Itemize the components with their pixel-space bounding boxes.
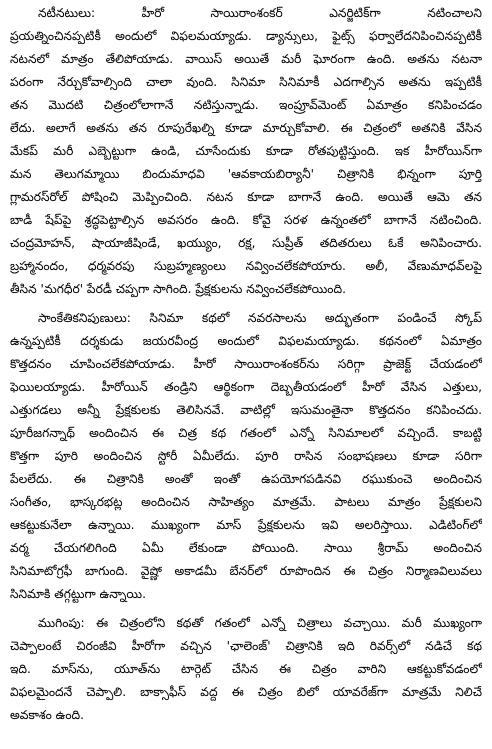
paragraph-line: విఫలమైందనే చెప్పాలి. బాక్సాఫీస్ వద్ద ఈ చిత్రం బిలో యావరేజ్‌గా మాత్రమే నిలిచే [10,685,482,699]
paragraph-line: తన మొదటి చిత్రంలోలాగానే నటిస్తున్నాడు. ఇంప్రూవ్‌మెంట్ ఏమాత్రం కనిపించడం [10,98,482,112]
paragraph-line: పరంగా నేర్చుకోవాల్సింది చాలా వుంది. సినిమా సినిమాకీ ఎదగాల్సిన అతను ఇప్పటికీ [10,75,482,89]
paragraph-line: అవకాశం ఉంది. [10,708,84,722]
paragraph-line: పేలలేదు. ఈ చిత్రానికి అంతో ఇంతో ఉపయోగపడినవి రఘుకుంచె అందించిన [10,472,482,486]
paragraph-line: ఉన్నప్పటికీ దర్శకుడు జయరవీంద్ర అందులో విఫలమయ్యాడు. కథనంలో ఏమాత్రం [10,334,482,348]
article-paragraph [10,307,482,606]
paragraph-line: నటనలో మాత్రం తేలిపోయాడు. వాయిస్ అయితే మరీ ఘోరంగా ఉంది. అతను నటనా [10,52,482,66]
paragraph-line: గ్లామరస్‌రోల్ పోషించి మెప్పించింది. నటన కూడా బాగానే ఉంది. అయితే ఆమె తన [10,190,482,204]
paragraph-line: బ్రహ్మానందం, ధర్మవరపు సుబ్రహ్మణ్యంలు నవ్వించలేకపోయారు. అలీ, వేణుమాధవ్‌లపై [10,259,482,273]
paragraph-line: కొత్తగా పూరి అందించిన స్టోరీ ఏమీలేదు. పూరి రాసిన సంభాషణలు కూడా సరిగా [10,449,482,463]
paragraph-line: ప్రయత్నించినప్పటికీ అందులో విఫలమయ్యాడు. డ్యాన్సులు, ఫైట్స్ ఫర్వాలేదనిపించినప్పటికీ [10,29,482,43]
paragraph-line: ఎత్తుగడలు అన్నీ ప్రేక్షకులకు తెలిసినవే. వాటిల్లో ఇసుమంతైనా కొత్తదనం కనిపించదు. [10,403,482,417]
paragraph-line: మేకప్ మరీ ఎబ్బెట్టుగా ఉండి, చూసేందుకు కూడా రోతపుట్టిస్తుంది. ఇక హీరోయిన్‌గా [10,144,482,158]
paragraph-line: ఆకట్టుకునేలా ఉన్నాయి. ముఖ్యంగా మాస్ ప్రేక్షకులను ఇవి అలరిస్తాయి. ఎడిటింగ్‌లో [10,518,482,532]
paragraph-line: కొత్తదనం చూపించలేకపోయాడు. హీరో సాయిరాంశంకర్‌ను సరిగ్గా ప్రాజెక్ట్ చేయడంలో [10,357,482,371]
paragraph-line: వర్మ చేయగలిగింది ఏమీ లేకుండా పోయింది. సాయి శ్రీరామ్ అందించిన [10,541,482,555]
paragraph-line: ఫెయిలయ్యాడు. హీరోయిన్ తండ్రిని ఆర్థికంగా దెబ్బతీయడంలో హీరో వేసిన ఎత్తులు, [10,380,482,394]
paragraph-line: ఇది. మాస్‌ను, యూత్‌ను టార్గెట్ చేసిన ఈ చిత్రం వారిని ఆకట్టుకోవడంలో [10,662,482,676]
paragraph-line: సినిమాకి తగ్గట్టుగా ఉన్నాయి. [10,587,146,601]
paragraph-line: చంద్రమోహన్, షాయాజీషిండే, ఖయ్యుం, రక్ష, సుప్రీత్ తదితరులు ఓకే అనిపించారు. [10,236,482,250]
paragraph-line: చెప్పాలంటే చిరంజీవి హీరోగా వచ్చిన 'ఛాలెంజ్' చిత్రానికి ఇది రివర్స్‌లో నడిచే కథ [10,639,482,653]
paragraph-line: లేదు. అలాగే అతను తన రూపురేఖల్ని కూడా మార్చుకోవాలి. ఈ చిత్రంలో అతనికి వేసిన [10,121,482,135]
article-paragraph [10,2,482,301]
paragraph-line: సినిమాటోగ్రఫీ బాగుంది. వైష్ణో అకాడమీ బేనర్‌లో రూపొందిన ఈ చిత్రం నిర్మాణవిలువలు [10,564,482,578]
paragraph-line: సాంకేతికనిపుణులు: సినిమా కథలో నవరసాలను అద్భుతంగా పండించే స్కోప్ [38,311,482,325]
paragraph-line: నటీనటులు: హీరో సాయిరాంశంకర్ ఎనర్జిటిక్‌గా నటించాలని [38,6,482,20]
paragraph-line: ముగింపు: ఈ చిత్రంలోని కథతో గతంలో ఎన్నో చిత్రాలు వచ్చాయి. మరీ ముఖ్యంగా [38,616,482,630]
paragraph-line: మన తెలుగమ్మాయి బిందుమాధవి 'ఆవకాయబిర్యానీ' చిత్రానికి భిన్నంగా పూర్తి [10,167,482,181]
paragraph-line: పూరీజగన్నాథ్ అందించిన ఈ చిత్ర కథ గతంలో ఎన్నో సినిమాలలో వచ్చిందే. కాబట్టి [10,426,482,440]
paragraph-line: సంగీతం, భాస్కరభట్ల అందించిన సాహిత్యం మాత్రమే. పాటలు మాత్రం ప్రేక్షకులని [10,495,482,509]
article-body [10,2,482,747]
paragraph-line: తీసిన 'మగధీర' పేరడీ చప్పగా సాగింది. ప్రేక్షకులను నవ్వించలేకపోయింది. [10,282,346,296]
paragraph-line: బాడీ షేప్‌పై శ్రద్ధపెట్టాల్సిన అవసరం ఉంది. కోవై సరళ ఉన్నంతలో బాగానే నటించింది. [10,213,482,227]
article-paragraph [10,612,482,727]
